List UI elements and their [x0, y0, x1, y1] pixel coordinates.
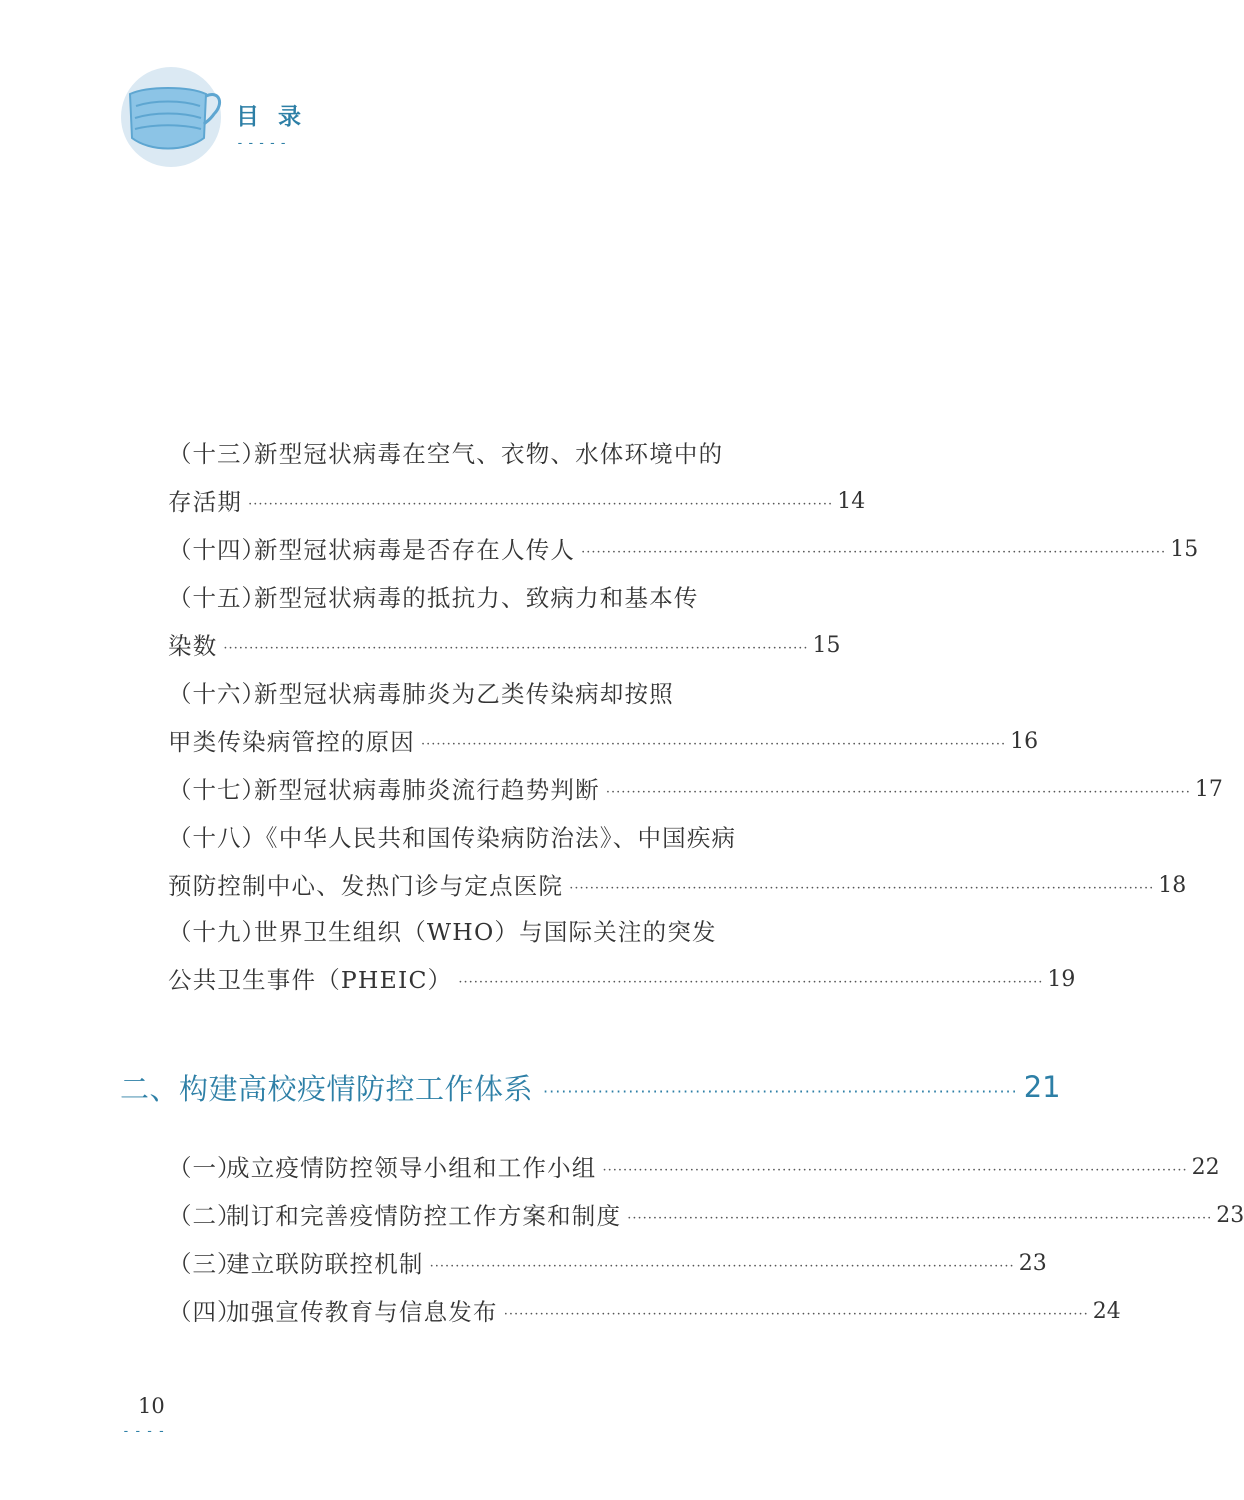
- toc-entry[interactable]: [168, 1244, 1047, 1284]
- toc-entry-number: （二）: [168, 1202, 242, 1230]
- page-number: 10: [138, 1394, 165, 1418]
- toc-entry[interactable]: [168, 912, 834, 952]
- toc-entry-page: 22: [1191, 1155, 1220, 1180]
- toc-entry-number: （十三）: [168, 440, 266, 468]
- dot-leader: ··················································································································: [581, 545, 1167, 560]
- toc-entry-page: 14: [837, 489, 866, 514]
- dot-leader: ··················································································································: [429, 1259, 1015, 1274]
- toc-entry-title: 预防控制中心、发热门诊与定点医院: [168, 872, 564, 900]
- toc-entry-title: 存活期: [168, 488, 243, 516]
- toc-entry[interactable]: [168, 866, 1187, 906]
- toc-entry-title: 甲类传染病管控的原因: [168, 728, 415, 756]
- toc-entry[interactable]: [168, 530, 1199, 570]
- toc-entry-number: （三）: [168, 1250, 242, 1278]
- toc-entry-page: 16: [1010, 729, 1039, 754]
- toc-entry-title: 制订和完善疫情防控工作方案和制度: [226, 1202, 622, 1230]
- toc-entry-number: （十四）: [168, 536, 266, 564]
- toc-entry-title: 成立疫情防控领导小组和工作小组: [226, 1154, 597, 1182]
- toc-entry-title: 染数: [168, 632, 218, 660]
- toc-entry-page: 24: [1092, 1299, 1121, 1324]
- toc-entry-title: 建立联防联控机制: [226, 1250, 424, 1278]
- toc-entry-page: 17: [1194, 777, 1223, 802]
- title-underline: -----: [236, 136, 291, 151]
- toc-entry[interactable]: [168, 960, 1076, 1000]
- toc-entry-title: 新型冠状病毒肺炎流行趋势判断: [254, 776, 600, 804]
- toc-entry[interactable]: [168, 770, 1223, 810]
- toc-entry-title: 《中华人民共和国传染病防治法》、中国疾病: [254, 824, 737, 852]
- face-mask-icon: [120, 66, 222, 168]
- toc-entry-number: （十五）: [168, 584, 266, 612]
- page-number-underline: ----: [122, 1424, 170, 1439]
- page-header: [120, 66, 420, 166]
- toc-entry-title: 新型冠状病毒在空气、衣物、水体环境中的: [254, 440, 724, 468]
- toc-entry[interactable]: [168, 674, 834, 714]
- toc-entry-number: （一）: [168, 1154, 242, 1182]
- toc-entry-page: 15: [812, 633, 841, 658]
- toc-entry-page: 23: [1216, 1203, 1244, 1228]
- dot-leader: ··················································································································: [223, 641, 809, 656]
- toc-entry-title: 加强宣传教育与信息发布: [226, 1298, 498, 1326]
- toc-entry[interactable]: [168, 818, 834, 858]
- toc-entry-number: （十八）: [168, 824, 266, 852]
- toc-entry-number: （十六）: [168, 680, 266, 708]
- toc-entry-title: 新型冠状病毒是否存在人传人: [254, 536, 576, 564]
- toc-entry[interactable]: [168, 482, 866, 522]
- dot-leader: ··················································································································: [627, 1211, 1213, 1226]
- dot-leader: ··············································································: [543, 1081, 1018, 1101]
- toc-entry-page: 15: [1170, 537, 1199, 562]
- toc-entry[interactable]: [168, 626, 841, 666]
- toc-entry-page: 18: [1158, 873, 1187, 898]
- toc-entry[interactable]: [168, 1292, 1121, 1332]
- toc-entry[interactable]: [168, 434, 834, 474]
- dot-leader: ··················································································································: [605, 785, 1191, 800]
- toc-entry-title: 新型冠状病毒的抵抗力、致病力和基本传: [254, 584, 699, 612]
- toc-entry[interactable]: [168, 1148, 1220, 1188]
- dot-leader: ··················································································································: [503, 1307, 1089, 1322]
- toc-entry[interactable]: [168, 1196, 1244, 1236]
- toc-entry-number: （十九）: [168, 918, 266, 946]
- toc-entry-title: 公共卫生事件（PHEIC）: [168, 966, 453, 994]
- dot-leader: ··················································································································: [421, 737, 1007, 752]
- toc-entry-number: （四）: [168, 1298, 242, 1326]
- dot-leader: ··················································································································: [602, 1163, 1188, 1178]
- dot-leader: ··················································································································: [569, 881, 1155, 896]
- section-title: 二、构建高校疫情防控工作体系: [120, 1071, 534, 1106]
- toc-entry-page: 23: [1018, 1251, 1047, 1276]
- toc-entry-title: 新型冠状病毒肺炎为乙类传染病却按照: [254, 680, 674, 708]
- toc-entry[interactable]: [168, 722, 1039, 762]
- toc-entry-title: 世界卫生组织（WHO）与国际关注的突发: [254, 918, 717, 946]
- toc-entry-page: 19: [1047, 967, 1076, 992]
- section-heading[interactable]: [120, 1064, 1061, 1110]
- dot-leader: ··················································································································: [458, 975, 1044, 990]
- page-title: 目录: [236, 104, 320, 130]
- toc-entry[interactable]: [168, 578, 834, 618]
- section-page: 21: [1023, 1070, 1061, 1104]
- toc-entry-number: （十七）: [168, 776, 266, 804]
- dot-leader: ··················································································································: [248, 497, 834, 512]
